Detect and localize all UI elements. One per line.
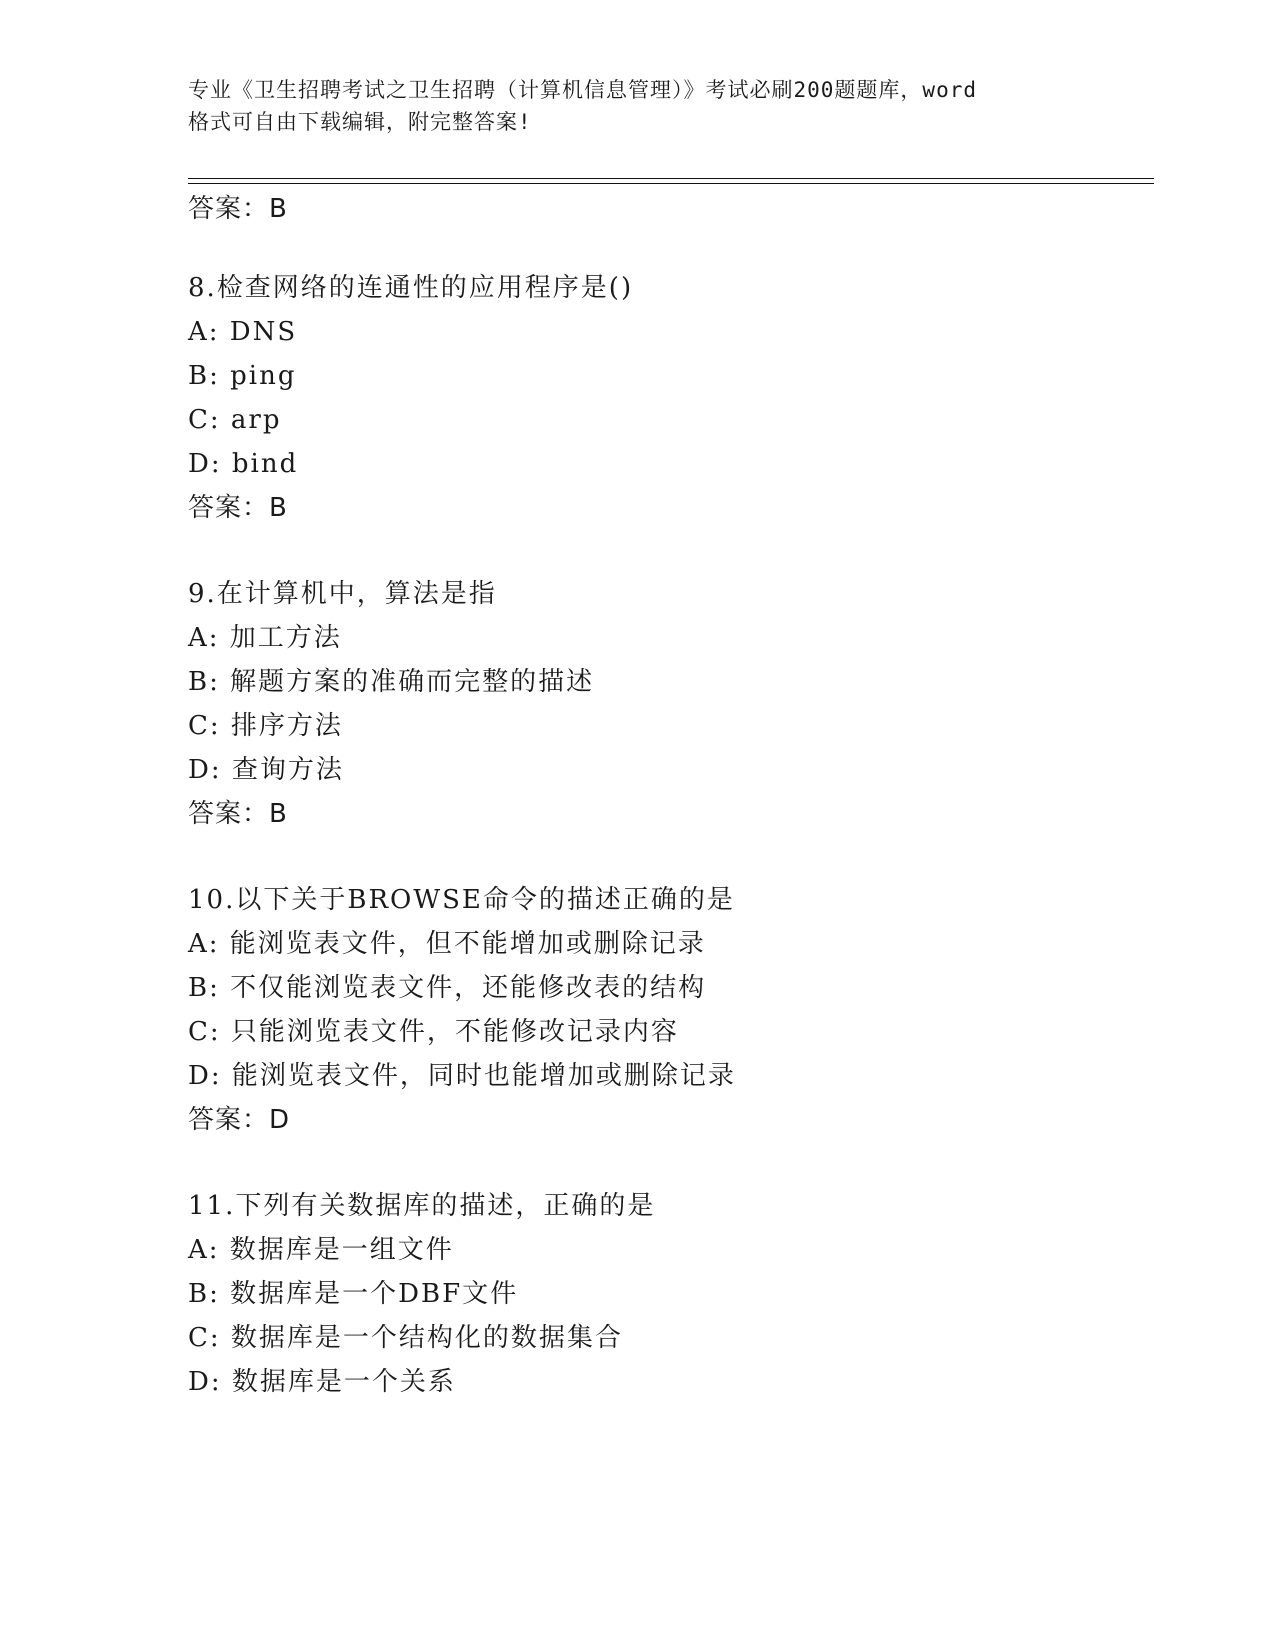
option-d: D: bind <box>188 449 299 479</box>
answer-line: 答案：D <box>188 1105 291 1135</box>
option-c: C: 排序方法 <box>188 711 343 741</box>
answer-line: 答案：B <box>188 194 288 224</box>
option-d: D: 能浏览表文件，同时也能增加或删除记录 <box>188 1061 736 1091</box>
option-d: D: 查询方法 <box>188 755 344 785</box>
option-a: A: DNS <box>188 317 298 347</box>
question-10 <box>188 884 736 1136</box>
option-b: B: 数据库是一个DBF文件 <box>188 1279 519 1309</box>
option-a: A: 数据库是一组文件 <box>188 1235 454 1265</box>
option-c: C: 只能浏览表文件，不能修改记录内容 <box>188 1017 679 1047</box>
header-line-2: 格式可自由下载编辑，附完整答案! <box>188 110 532 134</box>
header-line-1: 专业《卫生招聘考试之卫生招聘（计算机信息管理）》考试必刷200题题库，word <box>188 78 977 102</box>
question-stem: 9.在计算机中，算法是指 <box>188 579 497 609</box>
header-divider-top <box>188 178 1154 179</box>
option-a: A: 加工方法 <box>188 623 342 653</box>
option-b: B: 解题方案的准确而完整的描述 <box>188 667 595 697</box>
option-a: A: 能浏览表文件，但不能增加或删除记录 <box>188 929 706 959</box>
question-stem: 10.以下关于BROWSE命令的描述正确的是 <box>188 885 735 915</box>
question-8 <box>188 272 633 524</box>
question-stem: 11.下列有关数据库的描述，正确的是 <box>188 1191 656 1221</box>
answer-line: 答案：B <box>188 799 288 829</box>
option-b: B: 不仅能浏览表文件，还能修改表的结构 <box>188 973 707 1003</box>
option-d: D: 数据库是一个关系 <box>188 1367 456 1397</box>
question-9 <box>188 578 594 830</box>
header-divider-bottom <box>188 183 1154 184</box>
option-b: B: ping <box>188 361 297 391</box>
option-c: C: 数据库是一个结构化的数据集合 <box>188 1323 623 1353</box>
question-stem: 8.检查网络的连通性的应用程序是() <box>188 273 634 303</box>
option-c: C: arp <box>188 405 282 435</box>
question-11 <box>188 1190 655 1398</box>
answer-line: 答案：B <box>188 493 288 523</box>
document-header <box>188 74 1088 138</box>
